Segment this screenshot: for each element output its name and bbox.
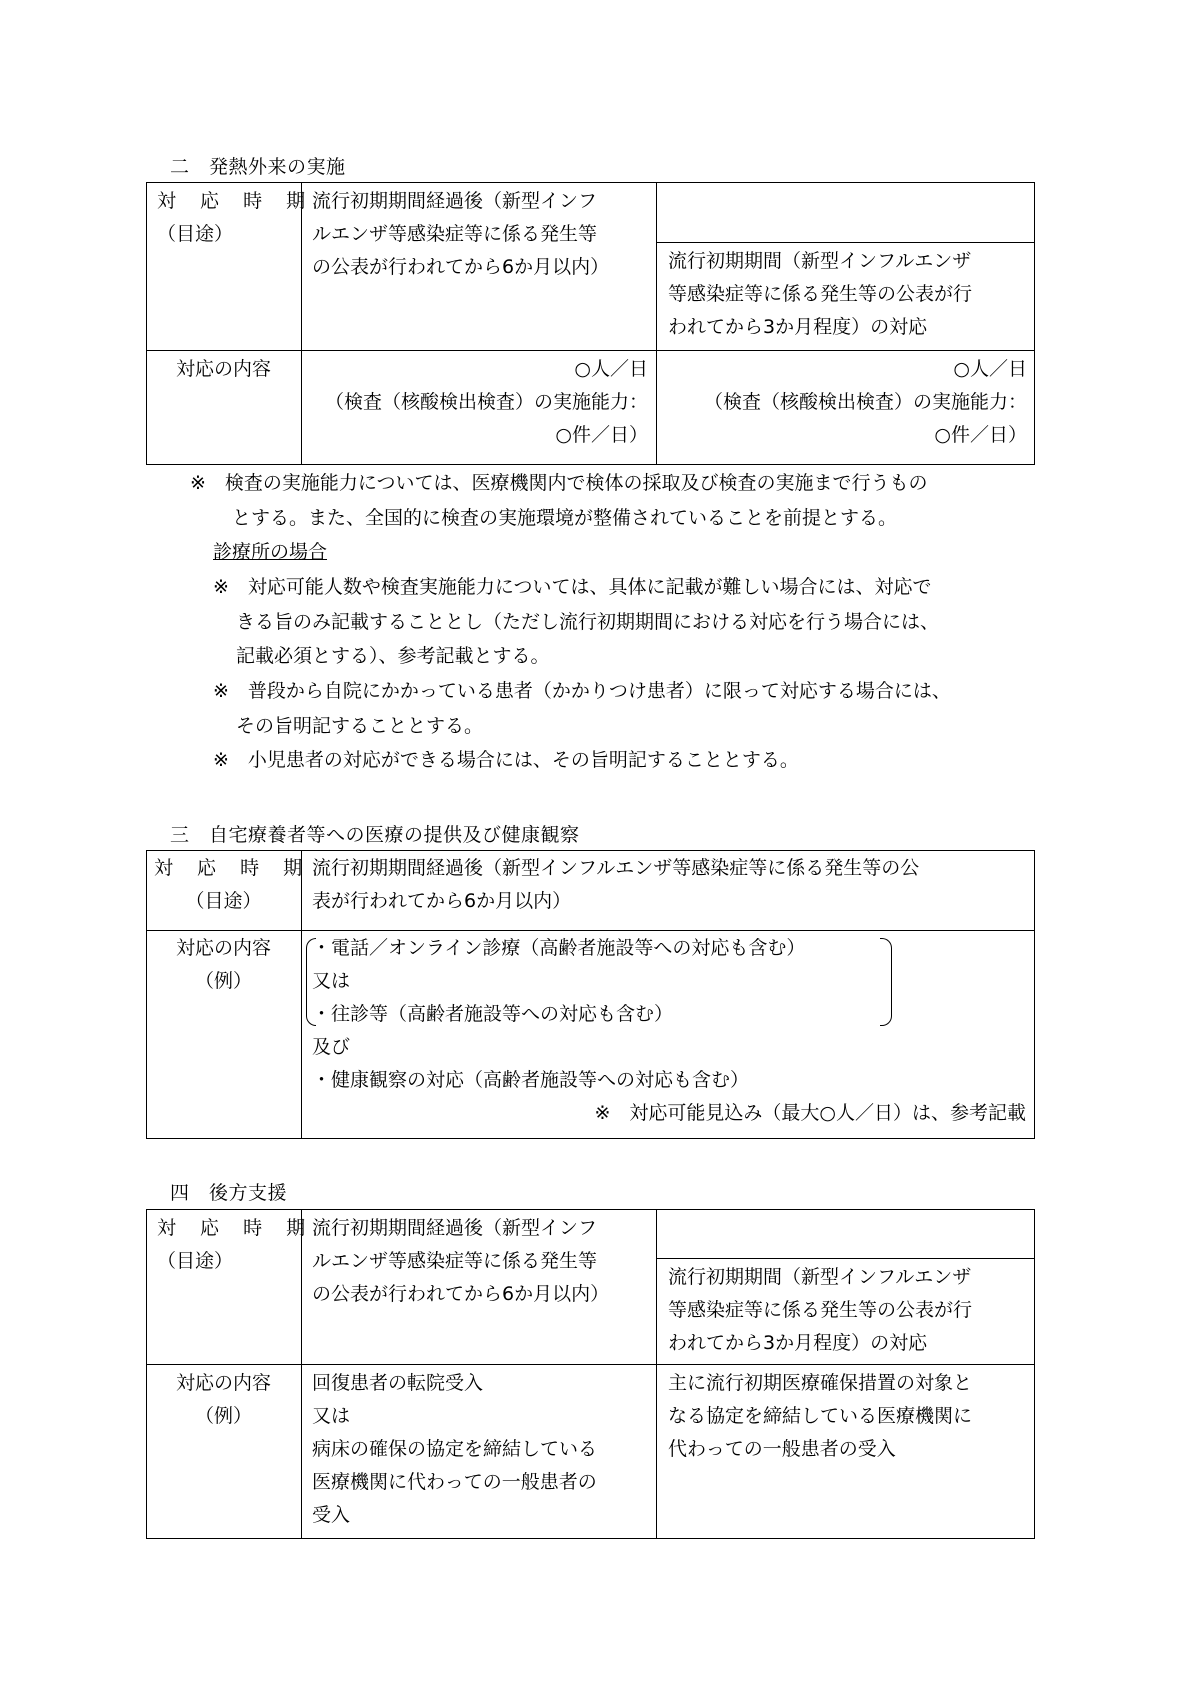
note-3	[213, 674, 951, 743]
option-health-observation: ・健康観察の対応（高齢者施設等への対応も含む）	[312, 1069, 750, 1091]
text-line: 等感染症等に係る発生等の公表が行	[668, 1299, 973, 1321]
conjunction-or: 又は	[312, 970, 351, 992]
conjunction-and: 及び	[312, 1036, 351, 1058]
capacity-people: ○人／日	[953, 358, 1027, 380]
text-line: 病床の確保の協定を締結している	[312, 1438, 598, 1460]
period-label-cell	[146, 852, 312, 918]
content-label: 対応の内容	[175, 937, 271, 959]
after-period-cell	[312, 852, 1030, 918]
period-label-sub: （目途）	[185, 890, 262, 912]
after-period-cell	[312, 185, 652, 284]
row-divider	[656, 242, 1035, 243]
text-line: きる旨のみ記載することとし（ただし流行初期期間における対応を行う場合には、	[236, 610, 940, 633]
capacity-tests: ○件／日）	[555, 424, 648, 446]
content-label: 対応の内容	[175, 1372, 271, 1394]
text-line: の公表が行われてから6か月以内）	[312, 256, 610, 278]
row-divider	[146, 930, 1035, 931]
text-line: ※ 対応可能人数や検査実施能力については、具体に記載が難しい場合には、対応で	[213, 576, 932, 598]
text-line: なる協定を締結している医療機関に	[668, 1405, 973, 1427]
reference-note: ※ 対応可能見込み（最大○人／日）は、参考記載	[594, 1102, 1026, 1124]
text-line: ※ 検査の実施能力については、医療機関内で検体の採取及び検査の実施まで行うもの	[190, 472, 928, 494]
text-line: とする。また、全国的に検査の実施環境が整備されていることを前提とする。	[232, 506, 898, 529]
section-three-heading: 三 自宅療養者等への医療の提供及び健康観察	[170, 824, 580, 846]
content-initial-cell	[657, 353, 1027, 452]
text-line: 表が行われてから6か月以内）	[312, 890, 572, 912]
text-line: 受入	[312, 1504, 351, 1526]
text-line: 等感染症等に係る発生等の公表が行	[668, 283, 973, 305]
text-line: 記載必須とする）、参考記載とする。	[236, 645, 550, 667]
content-cell	[312, 932, 1030, 1130]
capacity-tests: ○件／日）	[934, 424, 1027, 446]
initial-period-cell	[668, 1261, 1030, 1360]
content-label: 対応の内容	[175, 358, 271, 380]
text-line: われてから3か月程度）の対応	[668, 316, 928, 338]
row-divider	[656, 1258, 1035, 1259]
period-label-cell	[157, 185, 315, 251]
row-divider	[146, 350, 1035, 351]
text-line: 回復患者の転院受入	[312, 1372, 484, 1394]
content-after-cell	[312, 1367, 652, 1532]
period-label-sub: （目途）	[157, 1250, 234, 1272]
content-label-sub: （例）	[194, 970, 252, 992]
capacity-test-label: （検査（核酸検出検査）の実施能力：	[324, 391, 648, 413]
content-label-cell	[146, 353, 301, 386]
period-label-sub: （目途）	[157, 223, 234, 245]
text-line: の公表が行われてから6か月以内）	[312, 1283, 610, 1305]
text-line: ※ 普段から自院にかかっている患者（かかりつけ患者）に限って対応する場合には、	[213, 680, 951, 702]
column-divider	[301, 850, 302, 1139]
note-4: ※ 小児患者の対応ができる場合には、その旨明記することとする。	[213, 749, 799, 771]
option-home-visit: ・往診等（高齢者施設等への対応も含む）	[312, 1003, 674, 1025]
capacity-test-label: （検査（核酸検出検査）の実施能力：	[703, 391, 1027, 413]
period-label-cell	[157, 1212, 315, 1278]
text-line: われてから3か月程度）の対応	[668, 1332, 928, 1354]
text-line: 流行初期期間経過後（新型インフ	[312, 190, 598, 212]
initial-period-cell	[668, 245, 1030, 344]
content-label-cell	[146, 932, 301, 998]
content-label-cell	[146, 1367, 301, 1433]
note-1	[190, 466, 928, 535]
period-label: 対 応 時 期	[157, 1217, 315, 1239]
section-two-heading: 二 発熱外来の実施	[170, 156, 346, 178]
clinic-heading: 診療所の場合	[213, 541, 328, 563]
after-period-cell	[312, 1212, 652, 1311]
text-line: 流行初期期間（新型インフルエンザ	[668, 1266, 972, 1288]
period-label: 対 応 時 期	[157, 190, 315, 212]
content-label-sub: （例）	[194, 1405, 252, 1427]
text-line: その旨明記することとする。	[236, 714, 484, 737]
text-line: 医療機関に代わっての一般患者の	[312, 1471, 597, 1493]
text-line: ルエンザ等感染症等に係る発生等	[312, 1250, 598, 1272]
text-line: 流行初期期間（新型インフルエンザ	[668, 250, 972, 272]
text-line: 又は	[312, 1405, 351, 1427]
content-after-cell	[302, 353, 648, 452]
text-line: ルエンザ等感染症等に係る発生等	[312, 223, 598, 245]
option-telemedicine: ・電話／オンライン診療（高齢者施設等への対応も含む）	[312, 937, 806, 959]
section-four-heading: 四 後方支援	[170, 1182, 288, 1204]
note-2	[213, 570, 939, 674]
content-initial-cell	[668, 1367, 1030, 1466]
capacity-people: ○人／日	[574, 358, 648, 380]
text-line: 代わっての一般患者の受入	[668, 1438, 896, 1460]
text-line: 流行初期期間経過後（新型インフルエンザ等感染症等に係る発生等の公	[312, 857, 920, 879]
row-divider	[146, 1364, 1035, 1365]
column-divider	[301, 1209, 302, 1539]
text-line: 主に流行初期医療確保措置の対象と	[668, 1372, 973, 1394]
period-label: 対 応 時 期	[154, 857, 312, 879]
text-line: 流行初期期間経過後（新型インフ	[312, 1217, 598, 1239]
